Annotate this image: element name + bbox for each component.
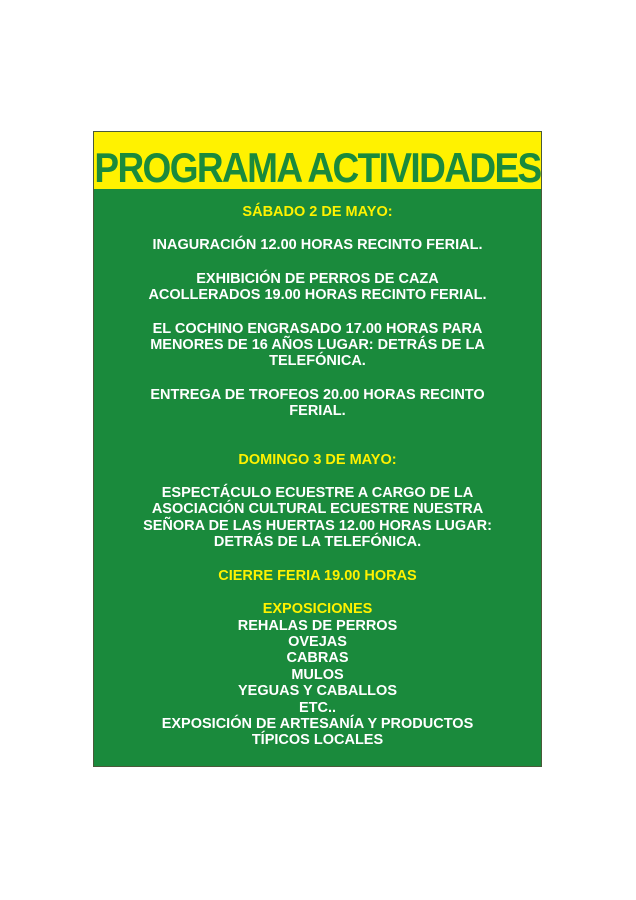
saturday-item-4-line-2: FERIAL. bbox=[289, 403, 346, 420]
exhibition-item: CABRAS bbox=[286, 650, 349, 667]
closing-line: CIERRE FERIA 19.00 HORAS bbox=[218, 567, 417, 584]
exhibition-item: OVEJAS bbox=[288, 633, 347, 650]
saturday-item-4-line-1: ENTREGA DE TROFEOS 20.00 HORAS RECINTO bbox=[150, 386, 485, 403]
exhibitions-heading: EXPOSICIONES bbox=[262, 601, 373, 618]
saturday-item-2-line-1: EXHIBICIÓN DE PERROS DE CAZA bbox=[196, 270, 439, 287]
exhibition-item: ETC.. bbox=[298, 699, 337, 716]
sunday-item-1-line-1: ESPECTÁCULO ECUESTRE A CARGO DE LA bbox=[161, 485, 474, 502]
exhibition-item: YEGUAS Y CABALLOS bbox=[238, 683, 397, 700]
sunday-item-1-line-3: SEÑORA DE LAS HUERTAS 12.00 HORAS LUGAR: bbox=[143, 517, 492, 534]
saturday-item-3-line-2: MENORES DE 16 AÑOS LUGAR: DETRÁS DE LA bbox=[150, 337, 485, 354]
saturday-item-3-line-1: EL COCHINO ENGRASADO 17.00 HORAS PARA bbox=[152, 320, 483, 337]
sunday-heading: DOMINGO 3 DE MAYO: bbox=[238, 451, 397, 468]
event-poster bbox=[93, 131, 542, 767]
exhibition-item: REHALAS DE PERROS bbox=[237, 617, 398, 634]
exhibition-item: TÍPICOS LOCALES bbox=[251, 732, 384, 749]
program-content bbox=[94, 189, 541, 749]
poster-title: PROGRAMA ACTIVIDADES bbox=[94, 144, 541, 191]
exhibition-item: EXPOSICIÓN DE ARTESANÍA Y PRODUCTOS bbox=[161, 715, 474, 732]
sunday-item-1-line-4: DETRÁS DE LA TELEFÓNICA. bbox=[213, 534, 422, 551]
exhibition-item: MULOS bbox=[291, 666, 344, 683]
title-band bbox=[94, 132, 541, 189]
saturday-item-1-line-1: INAGURACIÓN 12.00 HORAS RECINTO FERIAL. bbox=[152, 237, 483, 254]
saturday-item-2-line-2: ACOLLERADOS 19.00 HORAS RECINTO FERIAL. bbox=[148, 287, 487, 304]
saturday-item-3-line-3: TELEFÓNICA. bbox=[269, 353, 366, 370]
saturday-heading: SÁBADO 2 DE MAYO: bbox=[242, 204, 393, 220]
sunday-item-1-line-2: ASOCIACIÓN CULTURAL ECUESTRE NUESTRA bbox=[151, 501, 484, 518]
